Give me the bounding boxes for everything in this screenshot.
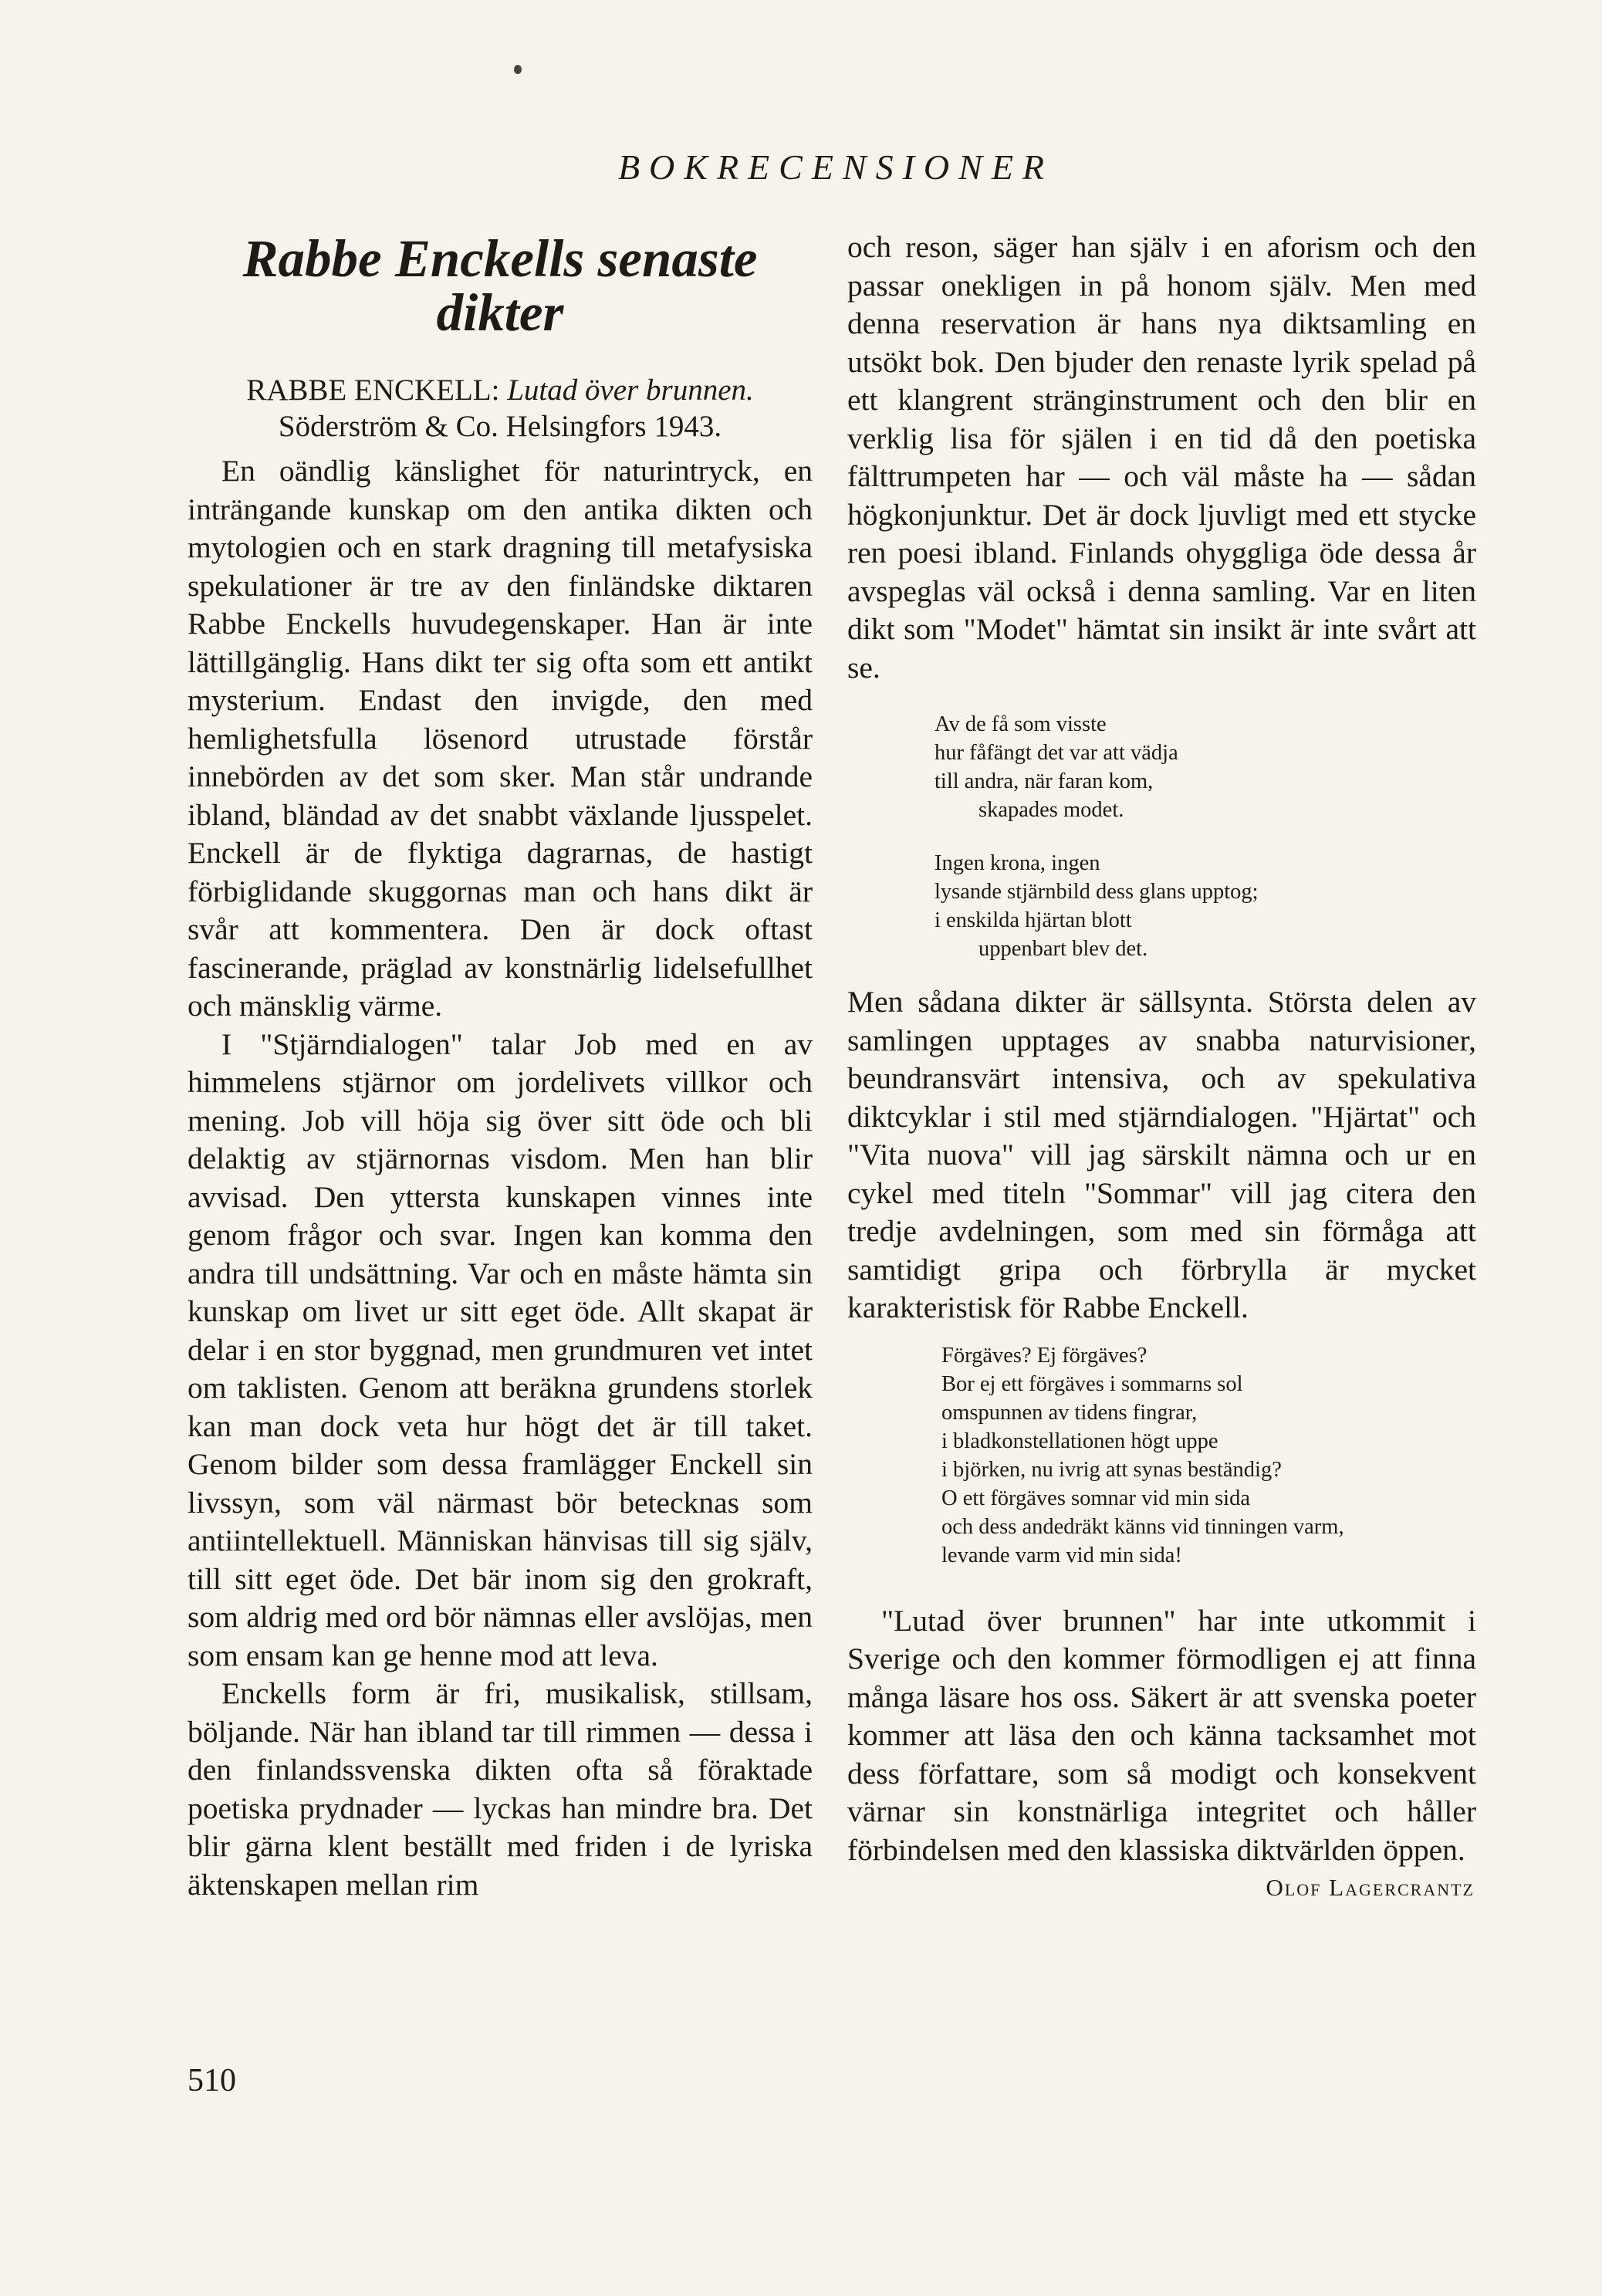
paragraph-6: "Lutad över brunnen" har inte utkommit i Sverige och den kommer förmodligen ej att finna många läsare hos oss. Säkert är att svenska poeter kommer att läsa den och känna tacksamhet mot dess författare, som så modigt och konsekvent värnar sin konstnärliga integritet och håller förbindelsen med den klassiska diktvärlden öppen. xyxy=(847,1603,1476,1867)
paragraph-1: En oändlig känslighet för naturintryck, en inträngande kunskap om den antika dikten och mytologien och en stark dragning till metafysiska spekulationer är tre av den finländske diktaren Rabbe Enckells huvudegenskaper. Han är inte lättillgänglig. Hans dikt ter sig ofta som ett antikt mysterium. Endast den invigde, den med hemlighetsfulla lösenord utrustade förstår innebörden av det som sker. Man står undrande ibland, bländad av det snabbt växlande ljusspelet. Enckell är de flyktiga dagrarnas, de hastigt förbiglidande skuggornas man och hans dikt är svår att kommentera. Den är dock oftast fascinerande, präglad av konstnärlig lidelsefullhet och mänsklig värme. xyxy=(188,454,813,1023)
poem-line: Bor ej ett förgäves i sommarns sol xyxy=(941,1371,1243,1396)
poem-line: omspunnen av tidens fingrar, xyxy=(941,1400,1198,1425)
article-title: Rabbe Enckells senaste dikter xyxy=(242,229,758,342)
left-column xyxy=(188,229,813,1904)
poem-stanza xyxy=(934,849,1476,963)
poem-line: i björken, nu ivrig att synas beständig? xyxy=(941,1457,1282,1482)
poem-line: O ett förgäves somnar vid min sida xyxy=(941,1486,1250,1510)
poem-line: till andra, när faran kom, xyxy=(934,769,1154,793)
poem-line: och dess andedräkt känns vid tinningen varm, xyxy=(941,1514,1344,1539)
book-publisher: Söderström & Co. Helsingfors 1943. xyxy=(278,410,722,443)
page-number: 510 xyxy=(188,2063,236,2098)
poem-line: i bladkonstellationen högt uppe xyxy=(941,1429,1218,1453)
ink-speck xyxy=(514,65,522,74)
poem-line: uppenbart blev det. xyxy=(934,937,1148,961)
poem-line: i enskilda hjärtan blott xyxy=(934,908,1132,932)
author-signature: Olof Lagercrantz xyxy=(1266,1874,1475,1901)
poem-stanza xyxy=(934,710,1476,824)
poem-line: hur fåfängt det var att vädja xyxy=(934,741,1178,765)
poem-line: Ingen krona, ingen xyxy=(934,851,1100,875)
section-header: BOKRECENSIONER xyxy=(617,147,1054,187)
paragraph-4: och reson, säger han själv i en aforism och den passar onekligen in på honom själv. Men med denna reservation är hans nya diktsamling en utsökt bok. Den bjuder den renaste lyrik spelad på ett klangrent stränginstrument och den blir en verklig lisa för själen i en tid då den poetiska fälttrumpeten har — och väl måste ha — sådan högkonjunktur. Det är dock ljuvligt med ett stycke ren poesi ibland. Finlands ohyggliga öde dessa år avspeglas väl också i denna samling. Var en liten dikt som "Modet" hämtat sin insikt är inte svårt att se. xyxy=(847,230,1476,685)
poem-line: Förgäves? Ej förgäves? xyxy=(941,1343,1147,1368)
poem-line: levande varm vid min sida! xyxy=(941,1543,1182,1567)
poem-line: lysande stjärnbild dess glans upptog; xyxy=(934,880,1259,904)
paragraph-2: I "Stjärndialogen" talar Job med en av himmelens stjärnor om jordelivets villkor och mening. Job vill höja sig över sitt öde och bli delaktig av stjärnornas visdom. Men han blir avvisad. Den yttersta kunskapen vinnes inte genom frågor och svar. Ingen kan komma den andra till undsättning. Var och en måste hämta sin kunskap om livet ur sitt eget öde. Allt skapat är delar i en stor byggnad, men grundmuren vet intet om taklisten. Genom att beräkna grundens storlek kan man dock veta hur högt det är till taket. Genom bilder som dessa framlägger Enckell sin livssyn, som väl närmast bör betecknas som antiintellektuell. Människan hänvisas till sig själv, till sitt eget öde. Det bär inom sig den grokraft, som aldrig med ord bör nämnas eller avslöjas, men som ensam kan ge henne mod att leva. xyxy=(188,1026,813,1672)
paragraph-5: Men sådana dikter är sällsynta. Största delen av samlingen upptages av snabba naturvisioner, beundransvärt intensiva, och av spekulativa diktcyklar i stil med stjärndialogen. "Hjärtat" och "Vita nuova" vill jag särskilt nämna och ur en cykel med titeln "Sommar" vill jag citera den tredje avdelningen, som med sin förmåga att samtidigt gripa och förbrylla är mycket karakteristisk för Rabbe Enckell. xyxy=(847,985,1476,1324)
right-column xyxy=(847,228,1476,1902)
poem-line: skapades modet. xyxy=(934,798,1124,822)
paragraph-3: Enckells form är fri, musikalisk, stillsam, böljande. När han ibland tar till rimmen — dessa i den finlandssvenska dikten ofta så föraktade poetiska prydnader — lyckas han mindre bra. Det blir gärna klent beställt med friden i de lyriska äktenskapen mellan rim xyxy=(188,1676,813,1902)
poem-modet xyxy=(847,710,1476,963)
bibliographic-info xyxy=(188,372,813,445)
book-author: RABBE ENCKELL: xyxy=(246,374,500,407)
poem-line: Av de få som visste xyxy=(934,712,1107,736)
book-title: Lutad över brunnen. xyxy=(507,374,754,407)
poem-sommar xyxy=(847,1341,1476,1570)
